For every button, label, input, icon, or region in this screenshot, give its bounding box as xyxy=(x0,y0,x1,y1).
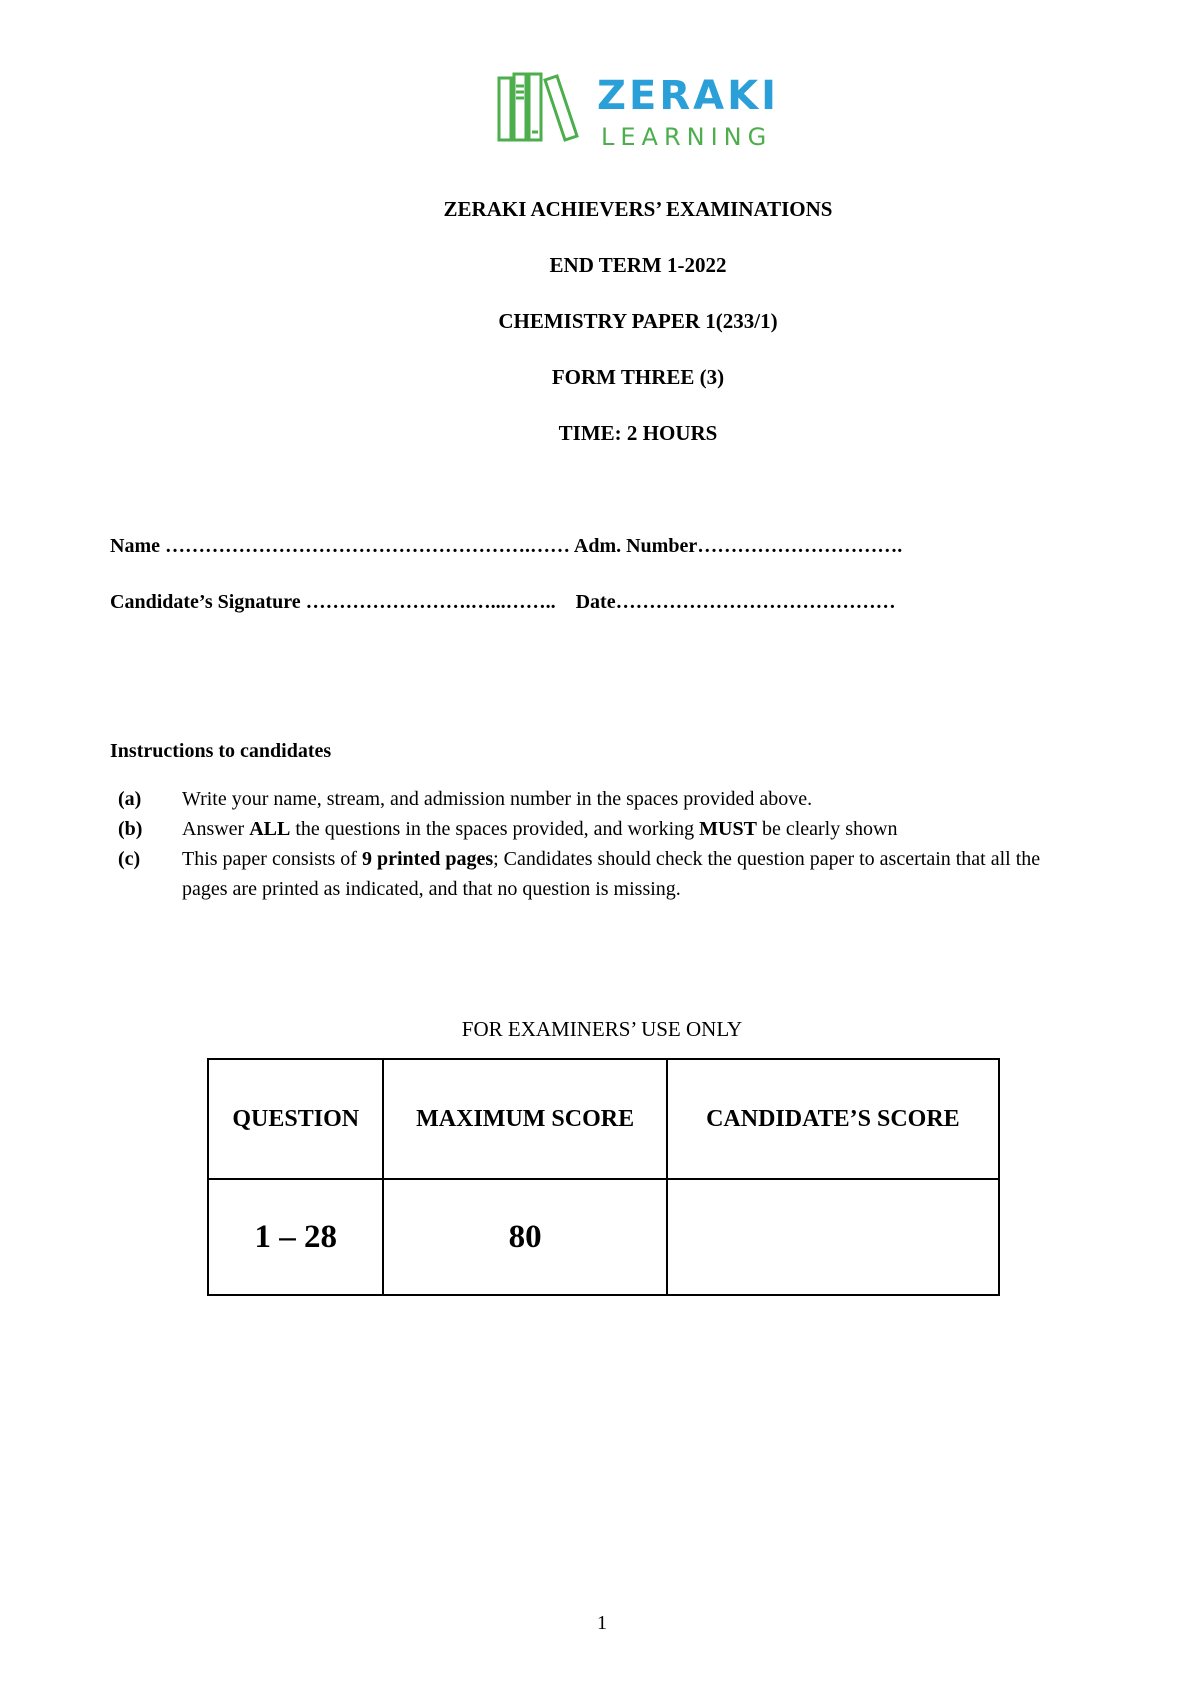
signature-field[interactable]: …………………….…...…….. xyxy=(305,591,556,613)
cell-maximum-score: 80 xyxy=(383,1179,666,1295)
page-number: 1 xyxy=(597,1612,607,1634)
score-table xyxy=(207,1058,1000,1296)
books-icon xyxy=(497,70,583,144)
instructions-list xyxy=(118,784,1078,904)
exam-time: TIME: 2 HOURS xyxy=(558,421,718,445)
instruction-text: Write your name, stream, and admission number in the spaces provided above. xyxy=(182,788,813,810)
name-label: Name xyxy=(110,535,160,557)
exam-title: ZERAKI ACHIEVERS’ EXAMINATIONS xyxy=(443,197,833,221)
table-row xyxy=(208,1179,999,1295)
logo-word: ZERAKI xyxy=(597,73,779,119)
examiners-use-title: FOR EXAMINERS’ USE ONLY xyxy=(461,1017,743,1041)
zeraki-logo xyxy=(497,70,779,152)
instruction-item xyxy=(118,814,1078,844)
adm-number-field[interactable]: …………………………. xyxy=(697,535,903,557)
header-question: QUESTION xyxy=(208,1059,383,1179)
exam-term: END TERM 1-2022 xyxy=(549,253,727,277)
date-label: Date xyxy=(575,591,616,613)
table-header-row xyxy=(208,1059,999,1179)
date-field[interactable]: …………………………………… xyxy=(615,591,896,613)
signature-label: Candidate’s Signature xyxy=(110,591,301,613)
paper-title: CHEMISTRY PAPER 1(233/1) xyxy=(498,309,778,333)
adm-number-label: Adm. Number xyxy=(573,535,698,557)
header-maximum-score: MAXIMUM SCORE xyxy=(383,1059,666,1179)
instruction-item xyxy=(118,784,1078,814)
signature-date-row xyxy=(110,589,896,615)
logo-subtitle: LEARNING xyxy=(601,123,773,151)
instruction-key: (a) xyxy=(118,788,142,810)
instruction-text: This paper consists of 9 printed pages; Candidates should check the question paper to ascertain that all the pages are printed as indicated, and that no question is missing. xyxy=(182,848,1041,900)
instructions-title: Instructions to candidates xyxy=(110,740,332,762)
form-level: FORM THREE (3) xyxy=(551,365,725,389)
name-adm-row xyxy=(110,533,902,559)
cell-question-range: 1 – 28 xyxy=(208,1179,383,1295)
instruction-key: (b) xyxy=(118,818,143,840)
header-candidate-score: CANDIDATE’S SCORE xyxy=(667,1059,999,1179)
instruction-text: Answer ALL the questions in the spaces provided, and working MUST be clearly shown xyxy=(182,818,898,840)
instruction-item xyxy=(118,844,1078,904)
instruction-key: (c) xyxy=(118,848,141,870)
cell-candidate-score[interactable] xyxy=(667,1179,999,1295)
name-field[interactable]: ……………………………………………….…… xyxy=(164,535,570,557)
